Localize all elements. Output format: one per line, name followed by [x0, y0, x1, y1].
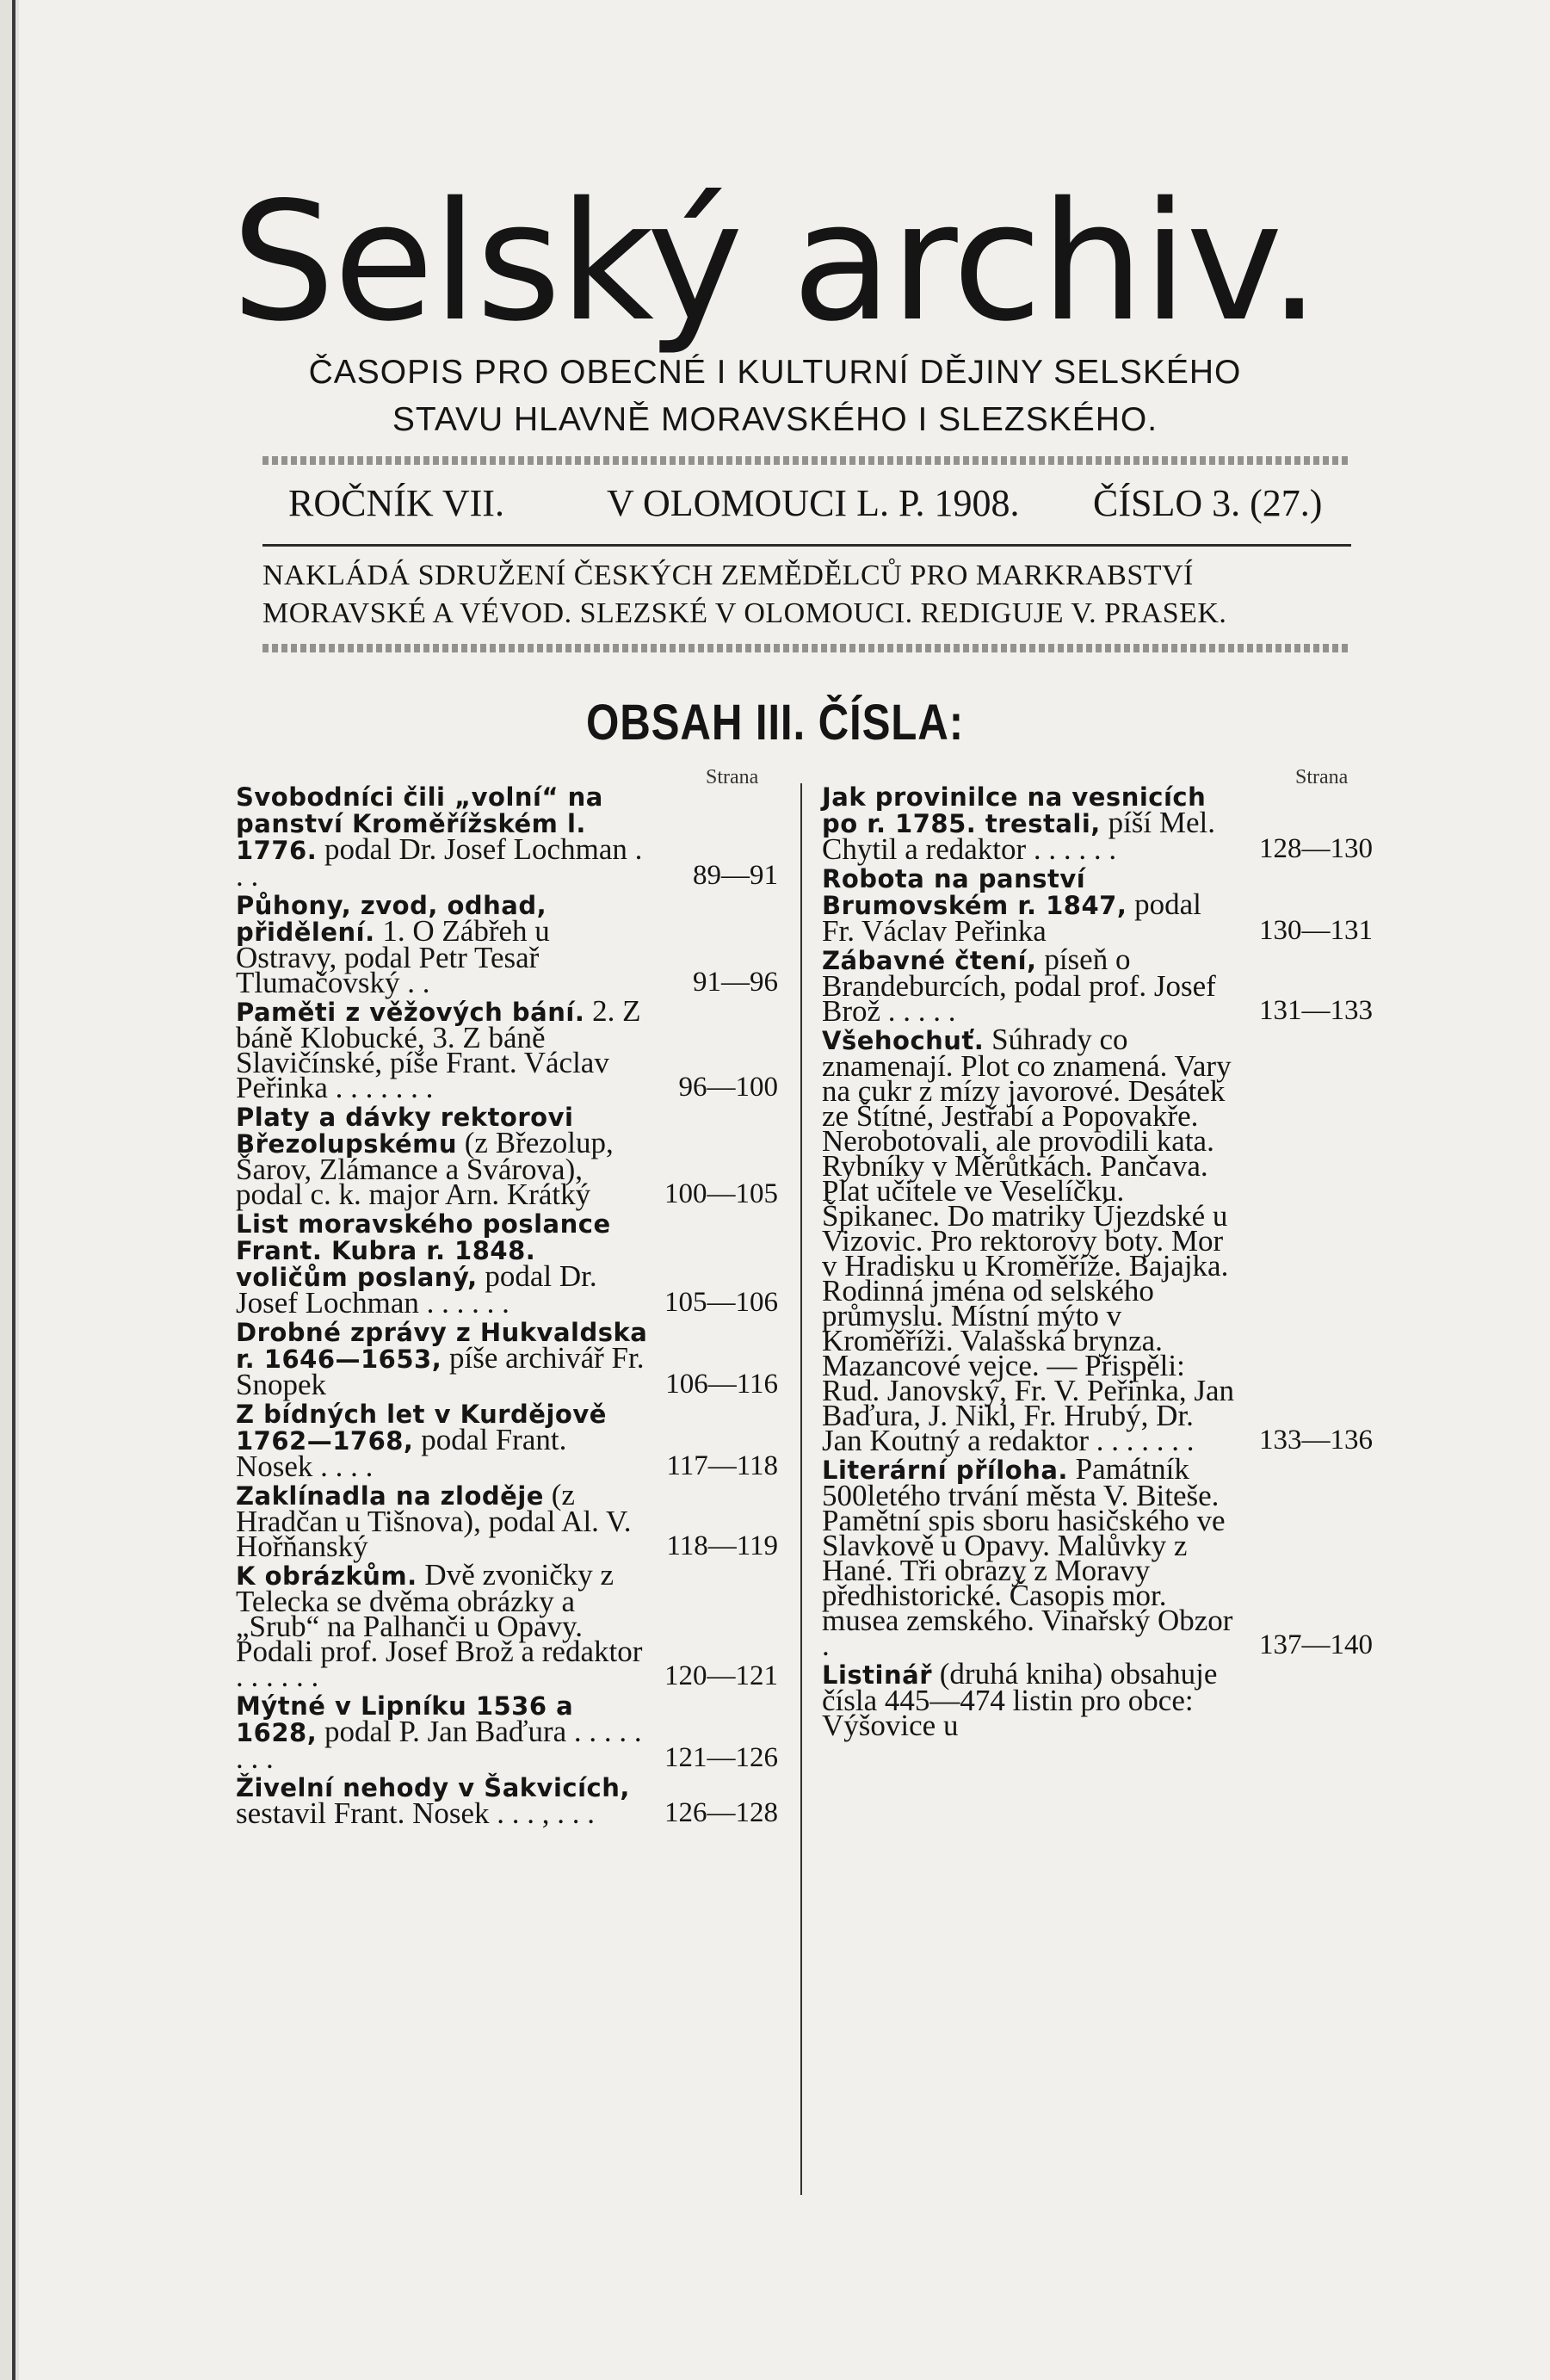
entry-text: [236, 1103, 649, 1211]
entry-pages: 121—126: [664, 1742, 778, 1773]
entry-pages: 96—100: [678, 1072, 778, 1103]
volume-label: ROČNÍK VII.: [288, 482, 504, 524]
entry-description: (z Hradčan u Tišnova), podal Al. V. Hořňanský: [236, 1478, 632, 1563]
entry-description: (z Březolup, Šarov, Zlámance a Svárova), podal c. k. major Arn. Krátký: [236, 1126, 614, 1211]
entry-title: Živelní nehody v Šakvicích,: [236, 1773, 630, 1802]
contents-entry: [236, 994, 778, 1104]
entry-pages: 118—119: [666, 1530, 778, 1561]
contents-entry: [822, 864, 1373, 948]
entry-title: Z bídných let v Kurdějově 1762—1768,: [236, 1400, 607, 1456]
entry-description: podal Dr. Josef Lochman . . .: [236, 832, 643, 893]
wavy-divider-bottom: [262, 644, 1351, 652]
entry-description: podal Dr. Josef Lochman . . . . . .: [236, 1259, 597, 1320]
entry-pages: 126—128: [664, 1797, 778, 1828]
entry-pages: 91—96: [693, 967, 778, 998]
entry-title: Mýtné v Lipníku 1536 a 1628,: [236, 1691, 574, 1747]
publisher-line-1: NAKLÁDÁ SDRUŽENÍ ČESKÝCH ZEMĚDĚLCŮ PRO MARKRABSTVÍ: [262, 559, 1194, 591]
entry-pages: 105—106: [664, 1287, 778, 1318]
contents-entry: [236, 782, 778, 893]
contents-entry: [822, 943, 1373, 1028]
entry-description: píseň o Brandeburcích, podal prof. Josef Brož . . . . .: [822, 943, 1216, 1028]
contents-entry: [236, 1209, 778, 1320]
page-label-left: Strana: [706, 766, 759, 788]
entry-pages: 117—118: [666, 1450, 778, 1481]
entry-title: Listinář: [822, 1660, 933, 1690]
entry-description: (druhá kniha) obsahuje čísla 445—474 listin pro obce: Výšovice u: [822, 1657, 1218, 1742]
entry-text: [236, 782, 649, 893]
entry-pages: 137—140: [1259, 1629, 1373, 1660]
entry-text: [822, 943, 1235, 1028]
contents-entry: [236, 1103, 778, 1211]
entry-text: [236, 1691, 649, 1775]
entry-text: [236, 1478, 649, 1563]
wavy-divider-top: [262, 456, 1351, 465]
subtitle-line-1: ČASOPIS PRO OBECNÉ I KULTURNÍ DĚJINY SELSKÉHO: [308, 354, 1242, 391]
contents-heading: OBSAH III. ČÍSLA:: [586, 695, 964, 751]
entry-title: Literární příloha.: [822, 1456, 1068, 1485]
column-divider: [800, 783, 802, 2195]
entry-pages: 128—130: [1259, 833, 1373, 864]
entry-description: sestavil Frant. Nosek . . . , . . .: [236, 1796, 596, 1830]
entry-text: [822, 1452, 1235, 1662]
entry-text: [822, 1023, 1235, 1457]
entry-title: Zábavné čtení,: [822, 946, 1037, 975]
entry-text: [236, 891, 649, 999]
publisher-line-2: MORAVSKÉ A VÉVOD. SLEZSKÉ V OLOMOUCI. REDIGUJE V. PRASEK.: [262, 597, 1227, 629]
entry-description: 1. O Zábřeh u Ostravy, podal Petr Tesař Tlumačovský . .: [236, 914, 550, 999]
contents-entry: [236, 1773, 778, 1830]
entry-description: Súhrady co znamenají. Plot co znamená. Vary na cukr z mízy javorové. Desátek ze Štítné, Jestřabí a Popovakře. Nerobotovali, ale provodili kata. Rybníky v Měrůtkách. Pančava. Plat učitele ve Veselíčku. Špikanec. Do matriky Újezdské u Vizovic. Pro rektorovy boty. Mor v Hradisku u Kroměříže. Bajajka. Rodinná jména od selského průmyslu. Místní mýto v Kroměříži. Valašská brynza. Mazancové vejce. — Přispěli: Rud. Janovský, Fr. V. Peřinka, Jan Baďura, J. Nikl, Fr. Hrubý, Dr. Jan Koutný a redaktor . . . . . . .: [822, 1023, 1235, 1457]
entry-text: [822, 1657, 1235, 1742]
journal-title: Selský archiv.: [231, 167, 1319, 357]
entry-text: [236, 1318, 649, 1401]
entry-title: Půhony, zvod, odhad, přidělení.: [236, 891, 547, 947]
entry-title: K obrázkům.: [236, 1561, 417, 1591]
entry-title: Všehochuť.: [822, 1026, 985, 1055]
entry-text: [236, 994, 649, 1104]
entry-pages: 89—91: [693, 860, 778, 891]
entry-pages: 100—105: [664, 1178, 778, 1209]
entry-title: Jak provinilce na vesnicích po r. 1785. trestali,: [822, 782, 1207, 838]
contents-entry: [236, 1691, 778, 1775]
entry-title: Paměti z věžových bání.: [236, 998, 585, 1027]
entry-pages: 120—121: [664, 1660, 778, 1691]
place-year-label: V OLOMOUCI L. P. 1908.: [607, 482, 1020, 524]
entry-pages: 106—116: [665, 1369, 778, 1400]
entry-description: podal Frant. Nosek . . . .: [236, 1423, 567, 1483]
contents-left-column: [236, 783, 778, 1829]
contents-entry: [236, 1478, 778, 1563]
entry-pages: 131—133: [1259, 995, 1373, 1026]
entry-description: 2. Z báně Klobucké, 3. Z báně Slavičínské, píše Frant. Václav Peřinka . . . . . . .: [236, 994, 641, 1104]
entry-text: [822, 782, 1235, 866]
entry-text: [822, 864, 1235, 948]
entry-text: [236, 1558, 649, 1693]
entry-description: podal P. Jan Baďura . . . . . . . .: [236, 1715, 642, 1775]
entry-description: píší Mel. Chytil a redaktor . . . . . .: [822, 806, 1216, 866]
contents-entry: [822, 1452, 1373, 1662]
entry-title: Platy a dávky rektorovi Březolupskému: [236, 1103, 574, 1159]
issue-line: [262, 478, 1351, 529]
entry-description: podal Fr. Václav Peřinka: [822, 887, 1201, 948]
entry-text: [236, 1400, 649, 1483]
entry-description: píše archivář Fr. Snopek: [236, 1341, 645, 1401]
issue-number-label: ČÍSLO 3. (27.): [1093, 482, 1323, 524]
contents-entry: [236, 891, 778, 999]
entry-text: [236, 1773, 649, 1830]
rule-divider: [262, 544, 1351, 547]
contents-entry: [236, 1558, 778, 1693]
entry-title: Zaklínadla na zloděje: [236, 1481, 544, 1511]
contents-entry: [236, 1318, 778, 1401]
entry-description: Dvě zvoničky z Telecka se dvěma obrázky a „Srub“ na Palhanči u Opavy. Podali prof. Josef Brož a redaktor . . . . . .: [236, 1558, 643, 1693]
entry-title: Robota na panství Brumovském r. 1847,: [822, 864, 1127, 920]
contents-entry: [822, 1023, 1373, 1457]
contents-entry: [822, 782, 1373, 866]
entry-text: [236, 1209, 649, 1320]
page-label-right: Strana: [1295, 766, 1349, 788]
contents-entry: [236, 1400, 778, 1483]
entry-pages: 130—131: [1259, 915, 1373, 946]
contents-right-column: [822, 783, 1373, 1741]
entry-title: Drobné zprávy z Hukvaldska r. 1646—1653,: [236, 1318, 648, 1374]
entry-title: Svobodníci čili „volní“ na panství Kroměřížském l. 1776.: [236, 782, 603, 865]
subtitle-line-2: STAVU HLAVNĚ MORAVSKÉHO I SLEZSKÉHO.: [392, 401, 1158, 438]
entry-pages: 133—136: [1259, 1425, 1373, 1456]
entry-title: List moravského poslance Frant. Kubra r. 1848. voličům poslaný,: [236, 1209, 611, 1292]
entry-description: Památník 500letého trvání města V. Bitešе. Pamětní spis sboru hasičského ve Slavkově u Opavy. Malůvky z Hané. Tři obrazy z Moravy předhistorické. Časopis mor. musea zemského. Vinařský Obzor .: [822, 1452, 1233, 1662]
contents-entry: [822, 1657, 1373, 1742]
